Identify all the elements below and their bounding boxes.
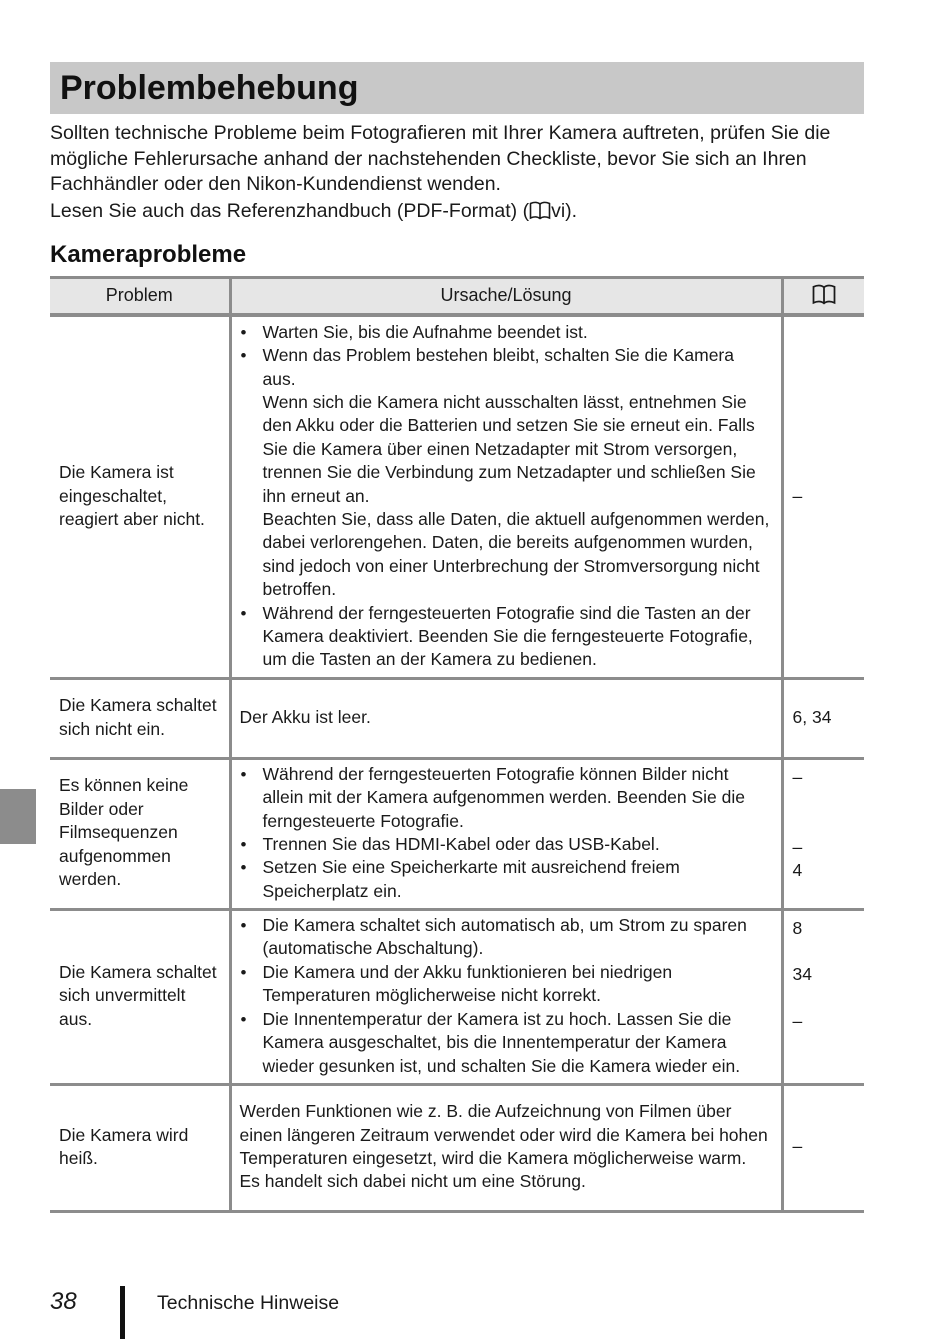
troubleshooting-table [50, 276, 864, 1213]
solution-cell [230, 315, 782, 678]
table-row [50, 758, 864, 909]
reference-cell: – [782, 315, 864, 678]
solution-cell [230, 758, 782, 909]
problem-cell: Die Kamera wird heiß. [50, 1084, 230, 1211]
page-title: Problembehebung [50, 62, 864, 114]
intro-text [50, 121, 864, 227]
reference-cell [782, 758, 864, 909]
reference-value: – [792, 836, 803, 857]
intro-ref-text: Lesen Sie auch das Referenzhandbuch (PDF-Format) ( [50, 199, 530, 222]
reference-value: – [792, 766, 803, 787]
problem-cell: Die Kamera schaltet sich nicht ein. [50, 678, 230, 758]
book-icon [529, 201, 551, 228]
intro-reference-line [50, 199, 864, 228]
table-row [50, 909, 864, 1084]
bullet-note: Beachten Sie, dass alle Daten, die aktuell aufgenommen werden, dabei verlorengehen. Daten, die bereits aufgenommen wurden, sind jedoch von einer Unterbrechung der Stromversorgung nicht betroffen. [262, 508, 770, 600]
table-header-row [50, 278, 864, 316]
reference-spacer [793, 987, 857, 1010]
header-reference [782, 278, 864, 316]
bullet-note: Wenn sich die Kamera nicht ausschalten lässt, entnehmen Sie den Akku oder die Batterien und setzen Sie sie erneut ein. Falls Sie die Kamera über einen Netzadapter mit Strom versorgen, trennen Sie die Verbindung zum Netzadapter und schließen Sie ihn erneut an. [262, 391, 756, 506]
chapter-tab [0, 789, 36, 844]
table-row [50, 1084, 864, 1211]
footer-section-title: Technische Hinweise [157, 1292, 340, 1314]
list-item: • Während der ferngesteuerten Fotografie können Bilder nicht allein mit der Kamera aufgenommen werden. Beenden Sie die ferngesteuerte Fotografie. [240, 763, 771, 833]
problem-cell: Die Kamera schaltet sich unvermittelt aus. [50, 909, 230, 1084]
page-number: 38 [50, 1288, 77, 1315]
footer-divider [120, 1286, 125, 1339]
reference-value: 4 [792, 860, 803, 881]
reference-spacer [793, 789, 857, 812]
reference-cell [782, 909, 864, 1084]
reference-cell: – [782, 1084, 864, 1211]
list-item: • Setzen Sie eine Speicherkarte mit ausreichend freiem Speicherplatz ein. [240, 856, 771, 903]
intro-ref-close: ). [565, 199, 578, 222]
reference-value: 34 [792, 964, 812, 985]
reference-spacer [793, 940, 857, 963]
list-item [240, 344, 771, 601]
table-row [50, 678, 864, 758]
list-item: • Warten Sie, bis die Aufnahme beendet ist. [240, 321, 771, 344]
list-item: • Trennen Sie das HDMI-Kabel oder das USB-Kabel. [240, 833, 771, 856]
bullet-text: Wenn das Problem bestehen bleibt, schalten Sie die Kamera aus. [262, 345, 734, 389]
header-problem: Problem [50, 278, 230, 316]
list-item: • Die Kamera und der Akku funktionieren bei niedrigen Temperaturen möglicherweise nicht korrekt. [240, 961, 771, 1008]
solution-cell [230, 909, 782, 1084]
problem-cell: Die Kamera ist eingeschaltet, reagiert aber nicht. [50, 315, 230, 678]
list-item: • Die Innentemperatur der Kamera ist zu hoch. Lassen Sie die Kamera ausgeschaltet, bis die Innentemperatur der Kamera wieder gesunken ist, und schalten Sie die Kamera wieder ein. [240, 1008, 771, 1078]
solution-cell: Werden Funktionen wie z. B. die Aufzeichnung von Filmen über einen längeren Zeitraum verwendet oder wird die Kamera bei hohen Temperaturen eingesetzt, wird die Kamera möglicherweise warm. Es handelt sich dabei nicht um eine Störung. [230, 1084, 782, 1211]
problem-cell: Es können keine Bilder oder Filmsequenzen aufgenommen werden. [50, 758, 230, 909]
header-solution: Ursache/Lösung [230, 278, 782, 316]
reference-value: 8 [792, 917, 803, 938]
book-icon [811, 285, 837, 305]
reference-value: – [792, 1011, 803, 1032]
reference-cell: 6, 34 [782, 678, 864, 758]
solution-cell: Der Akku ist leer. [230, 678, 782, 758]
intro-ref-page: vi [551, 199, 566, 222]
list-item: • Während der ferngesteuerten Fotografie sind die Tasten an der Kamera deaktiviert. Beenden Sie die ferngesteuerte Fotografie, um die Tasten an der Kamera zu bedienen. [240, 602, 771, 672]
list-item: • Die Kamera schaltet sich automatisch ab, um Strom zu sparen (automatische Abschaltung). [240, 914, 771, 961]
section-title: Kameraprobleme [50, 241, 247, 268]
table-row [50, 315, 864, 678]
intro-paragraph: Sollten technische Probleme beim Fotografieren mit Ihrer Kamera auftreten, prüfen Sie die mögliche Fehlerursache anhand der nachstehenden Checkliste, bevor Sie sich an Ihren Fachhändler oder den Nikon-Kundendienst wenden. [50, 122, 831, 195]
reference-spacer [793, 812, 857, 835]
